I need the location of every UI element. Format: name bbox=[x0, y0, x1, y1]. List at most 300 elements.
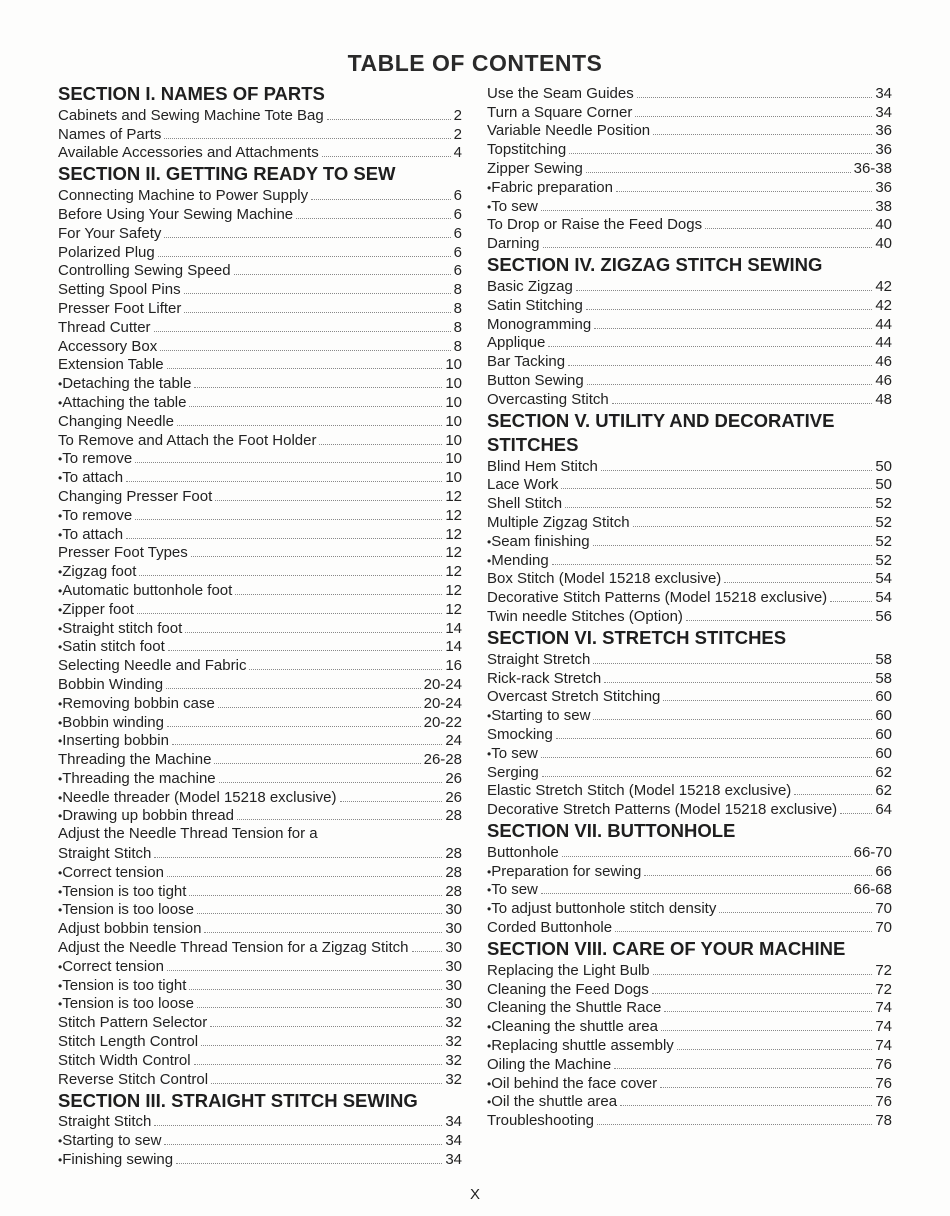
toc-subentry bbox=[58, 562, 462, 581]
toc-entry-label: • To attach bbox=[58, 469, 123, 487]
toc-page-number: 6 bbox=[453, 224, 462, 242]
dot-leader bbox=[677, 1049, 873, 1050]
dot-leader bbox=[215, 500, 442, 501]
toc-entry-label: Thread Cutter bbox=[58, 318, 151, 336]
toc-subentry bbox=[58, 393, 462, 412]
dot-leader bbox=[185, 632, 442, 633]
toc-page-number: 34 bbox=[875, 103, 892, 121]
toc-entry-label: • Removing bobbin case bbox=[58, 695, 215, 713]
toc-page-number: 12 bbox=[445, 600, 462, 618]
toc-entry-label: • Correct tension bbox=[58, 864, 164, 882]
toc-page-number: 34 bbox=[445, 1132, 462, 1150]
toc-page-number: 2 bbox=[453, 106, 462, 124]
dot-leader bbox=[194, 1064, 443, 1065]
toc-entry bbox=[487, 476, 892, 495]
toc-page-number: 6 bbox=[453, 187, 462, 205]
toc-entry bbox=[487, 1055, 892, 1074]
toc-page-number: 66-70 bbox=[853, 843, 892, 861]
toc-entry-label: • Threading the machine bbox=[58, 770, 216, 788]
dot-leader bbox=[327, 119, 451, 120]
section-heading: SECTION V. UTILITY AND DECORATIVE bbox=[487, 409, 835, 431]
dot-leader bbox=[663, 700, 872, 701]
toc-subentry bbox=[487, 862, 892, 881]
toc-entry-label: • Satin stitch foot bbox=[58, 638, 165, 656]
dot-leader bbox=[137, 613, 442, 614]
dot-leader bbox=[587, 384, 873, 385]
toc-subentry bbox=[58, 1131, 462, 1150]
toc-entry-label: Box Stitch (Model 15218 exclusive) bbox=[487, 570, 722, 588]
toc-page-number: 54 bbox=[875, 570, 892, 588]
toc-page-number: 52 bbox=[875, 551, 892, 569]
toc-entry bbox=[58, 656, 462, 675]
toc-entry-label: Controlling Sewing Speed bbox=[58, 262, 231, 280]
toc-entry-label: Shell Stitch bbox=[487, 495, 563, 513]
toc-subentry bbox=[487, 1017, 892, 1036]
toc-entry-label: • Inserting bobbin bbox=[58, 732, 169, 750]
toc-subentry bbox=[58, 995, 462, 1014]
toc-subentry bbox=[58, 901, 462, 920]
toc-page-number: 60 bbox=[875, 725, 892, 743]
toc-page-number: 6 bbox=[453, 262, 462, 280]
dot-leader bbox=[601, 470, 872, 471]
dot-leader bbox=[166, 688, 421, 689]
toc-entry bbox=[487, 763, 892, 782]
toc-entry-label: Button Sewing bbox=[487, 371, 584, 389]
toc-entry bbox=[487, 371, 892, 390]
toc-entry bbox=[487, 588, 892, 607]
page-title: TABLE OF CONTENTS bbox=[347, 50, 603, 76]
toc-entry-label: Overcasting Stitch bbox=[487, 390, 609, 408]
toc-page-number: 40 bbox=[875, 216, 892, 234]
toc-page-number: 70 bbox=[875, 900, 892, 918]
toc-page-number: 12 bbox=[445, 506, 462, 524]
toc-page-number: 10 bbox=[445, 393, 462, 411]
dot-leader bbox=[126, 538, 442, 539]
toc-page-number: 50 bbox=[875, 457, 892, 475]
toc-entry-label: Multiple Zigzag Stitch bbox=[487, 513, 630, 531]
dot-leader bbox=[616, 191, 872, 192]
dot-leader bbox=[164, 237, 450, 238]
toc-left-column bbox=[58, 82, 462, 1169]
toc-page-number: 10 bbox=[445, 431, 462, 449]
toc-entry-label: Serging bbox=[487, 763, 539, 781]
toc-subentry bbox=[58, 882, 462, 901]
toc-entry-label: Variable Needle Position bbox=[487, 122, 651, 140]
dot-leader bbox=[660, 1087, 872, 1088]
toc-entry bbox=[58, 675, 462, 694]
toc-subentry bbox=[58, 1150, 462, 1169]
dot-leader bbox=[201, 1045, 442, 1046]
toc-subentry bbox=[58, 468, 462, 487]
toc-entry bbox=[58, 1032, 462, 1051]
toc-page-number: 58 bbox=[875, 650, 892, 668]
toc-subentry bbox=[487, 706, 892, 725]
toc-entry bbox=[58, 1113, 462, 1132]
toc-page-number: 8 bbox=[453, 281, 462, 299]
toc-page-number: 30 bbox=[445, 920, 462, 938]
dot-leader bbox=[652, 993, 873, 994]
toc-entry-label: • Fabric preparation bbox=[487, 179, 613, 197]
toc-entry-label: Blind Hem Stitch bbox=[487, 457, 598, 475]
dot-leader bbox=[237, 819, 442, 820]
toc-page-number: 32 bbox=[445, 1033, 462, 1051]
dot-leader bbox=[189, 895, 442, 896]
toc-subentry bbox=[487, 744, 892, 763]
dot-leader bbox=[556, 738, 872, 739]
toc-subentry bbox=[58, 957, 462, 976]
toc-page-number: 62 bbox=[875, 763, 892, 781]
dot-leader bbox=[586, 309, 872, 310]
toc-page-number: 14 bbox=[445, 619, 462, 637]
toc-page-number: 12 bbox=[445, 544, 462, 562]
toc-page-number: 36 bbox=[875, 122, 892, 140]
toc-entry bbox=[58, 262, 462, 281]
toc-subentry bbox=[487, 899, 892, 918]
page-number: X bbox=[469, 1186, 480, 1203]
toc-subentry bbox=[58, 506, 462, 525]
toc-subentry bbox=[58, 976, 462, 995]
dot-leader bbox=[612, 403, 873, 404]
toc-entry-label: Connecting Machine to Power Supply bbox=[58, 187, 309, 205]
toc-entry bbox=[487, 315, 892, 334]
toc-entry-label: • Tension is too loose bbox=[58, 995, 194, 1013]
dot-leader bbox=[197, 1007, 442, 1008]
toc-page-number: 12 bbox=[445, 487, 462, 505]
toc-entry-label: • To remove bbox=[58, 450, 132, 468]
dot-leader bbox=[830, 601, 872, 602]
dot-leader bbox=[412, 951, 443, 952]
toc-page-number: 28 bbox=[445, 845, 462, 863]
toc-entry-label: Decorative Stretch Patterns (Model 15218 exclusive) bbox=[487, 801, 838, 819]
toc-page-number: 12 bbox=[445, 581, 462, 599]
toc-entry-label: Satin Stitching bbox=[487, 296, 583, 314]
toc-page-number: 36 bbox=[875, 141, 892, 159]
dot-leader bbox=[661, 1030, 872, 1031]
toc-page-number: 30 bbox=[445, 901, 462, 919]
toc-entry-label: Bar Tacking bbox=[487, 353, 566, 371]
dot-leader bbox=[126, 481, 442, 482]
toc-entry bbox=[58, 224, 462, 243]
section-heading: SECTION IV. ZIGZAG STITCH SEWING bbox=[487, 254, 823, 276]
dot-leader bbox=[139, 575, 442, 576]
toc-entry-label: • To adjust buttonhole stitch density bbox=[487, 900, 716, 918]
dot-leader bbox=[541, 757, 872, 758]
toc-entry-label: • Correct tension bbox=[58, 958, 164, 976]
toc-entry-label: Overcast Stretch Stitching bbox=[487, 688, 661, 706]
dot-leader bbox=[593, 545, 873, 546]
toc-page-number: 6 bbox=[453, 205, 462, 223]
toc-entry bbox=[487, 296, 892, 315]
toc-page-number: 28 bbox=[445, 882, 462, 900]
toc-page-number: 76 bbox=[875, 1074, 892, 1092]
toc-entry bbox=[487, 607, 892, 626]
dot-leader bbox=[614, 1068, 872, 1069]
dot-leader bbox=[576, 290, 872, 291]
toc-page-number: 34 bbox=[445, 1151, 462, 1169]
toc-entry-label: • Bobbin winding bbox=[58, 714, 164, 732]
toc-entry-label: • Zipper foot bbox=[58, 601, 134, 619]
toc-subentry bbox=[58, 600, 462, 619]
toc-entry bbox=[58, 431, 462, 450]
toc-entry-label: Before Using Your Sewing Machine bbox=[58, 205, 294, 223]
dot-leader bbox=[548, 346, 872, 347]
toc-entry bbox=[487, 782, 892, 801]
toc-entry-label: Replacing the Light Bulb bbox=[487, 961, 650, 979]
toc-entry bbox=[487, 650, 892, 669]
dot-leader bbox=[594, 328, 872, 329]
dot-leader bbox=[615, 931, 872, 932]
toc-subentry bbox=[487, 178, 892, 197]
toc-page-number: 74 bbox=[875, 1018, 892, 1036]
dot-leader bbox=[340, 801, 443, 802]
dot-leader bbox=[234, 274, 451, 275]
toc-entry-label: • Oil behind the face cover bbox=[487, 1075, 657, 1093]
toc-entry-label: Straight Stitch bbox=[58, 845, 152, 863]
toc-entry-label: Presser Foot Lifter bbox=[58, 299, 182, 317]
toc-entry bbox=[487, 918, 892, 937]
dot-leader bbox=[597, 1124, 872, 1125]
toc-page-number: 10 bbox=[445, 356, 462, 374]
toc-entry bbox=[58, 280, 462, 299]
dot-leader bbox=[653, 134, 872, 135]
dot-leader bbox=[637, 97, 873, 98]
toc-page-number: 26 bbox=[445, 788, 462, 806]
dot-leader bbox=[541, 210, 872, 211]
toc-page-number: 34 bbox=[445, 1113, 462, 1131]
dot-leader bbox=[719, 912, 872, 913]
toc-page-number: 62 bbox=[875, 782, 892, 800]
dot-leader bbox=[204, 932, 442, 933]
toc-entry-label: Rick-rack Stretch bbox=[487, 669, 602, 687]
toc-entry bbox=[487, 122, 892, 141]
toc-entry bbox=[487, 800, 892, 819]
dot-leader bbox=[705, 228, 872, 229]
toc-entry-label: Changing Needle bbox=[58, 412, 174, 430]
toc-entry bbox=[487, 570, 892, 589]
toc-page-number: 30 bbox=[445, 995, 462, 1013]
dot-leader bbox=[322, 156, 451, 157]
toc-entry-label: Basic Zigzag bbox=[487, 277, 573, 295]
toc-page-number: 60 bbox=[875, 707, 892, 725]
toc-entry bbox=[487, 84, 892, 103]
toc-page-number: 52 bbox=[875, 495, 892, 513]
toc-page-number: 66-68 bbox=[853, 881, 892, 899]
toc-page-number: 42 bbox=[875, 277, 892, 295]
dot-leader bbox=[135, 519, 442, 520]
toc-entry bbox=[58, 412, 462, 431]
dot-leader bbox=[565, 507, 872, 508]
toc-page-number: 20-24 bbox=[423, 675, 462, 693]
toc-page-number: 10 bbox=[445, 412, 462, 430]
dot-leader bbox=[189, 989, 442, 990]
dot-leader bbox=[569, 153, 872, 154]
toc-entry-label: Stitch Pattern Selector bbox=[58, 1014, 208, 1032]
dot-leader bbox=[214, 763, 420, 764]
toc-entry bbox=[58, 106, 462, 125]
dot-leader bbox=[197, 913, 442, 914]
toc-page-number: 8 bbox=[453, 299, 462, 317]
section-heading: SECTION VIII. CARE OF YOUR MACHINE bbox=[487, 938, 846, 960]
toc-entry bbox=[487, 159, 892, 178]
toc-page-number: 44 bbox=[875, 334, 892, 352]
toc-entry bbox=[58, 1070, 462, 1089]
toc-subentry bbox=[58, 619, 462, 638]
dot-leader bbox=[154, 857, 442, 858]
toc-entry bbox=[487, 999, 892, 1018]
dot-leader bbox=[593, 719, 872, 720]
dot-leader bbox=[562, 856, 851, 857]
toc-entry bbox=[487, 457, 892, 476]
dot-leader bbox=[164, 1144, 442, 1145]
toc-entry-label: Adjust bobbin tension bbox=[58, 920, 202, 938]
toc-entry bbox=[58, 938, 462, 957]
toc-entry-label: • To sew bbox=[487, 881, 538, 899]
toc-page-number: 10 bbox=[445, 375, 462, 393]
dot-leader bbox=[210, 1026, 442, 1027]
toc-entry bbox=[58, 1013, 462, 1032]
toc-page-number: 10 bbox=[445, 469, 462, 487]
dot-leader bbox=[167, 726, 421, 727]
toc-entry-label: • Tension is too tight bbox=[58, 977, 186, 995]
toc-entry-label: • Attaching the table bbox=[58, 394, 186, 412]
toc-entry-label: Available Accessories and Attachments bbox=[58, 144, 319, 162]
toc-subentry bbox=[58, 788, 462, 807]
toc-page-number: 64 bbox=[875, 801, 892, 819]
toc-entry-label: Corded Buttonhole bbox=[487, 919, 613, 937]
toc-page-number: 74 bbox=[875, 1037, 892, 1055]
dot-leader bbox=[542, 776, 873, 777]
toc-entry bbox=[58, 125, 462, 144]
toc-page-number: 36-38 bbox=[853, 159, 892, 177]
toc-page-number: 10 bbox=[445, 450, 462, 468]
dot-leader bbox=[235, 594, 442, 595]
toc-entry bbox=[487, 390, 892, 409]
dot-leader bbox=[319, 444, 442, 445]
toc-entry-label: Names of Parts bbox=[58, 125, 162, 143]
toc-page-number: 70 bbox=[875, 919, 892, 937]
dot-leader bbox=[218, 707, 421, 708]
dot-leader bbox=[644, 875, 872, 876]
toc-entry bbox=[487, 688, 892, 707]
toc-entry-label: Stitch Width Control bbox=[58, 1051, 191, 1069]
section-heading: SECTION III. STRAIGHT STITCH SEWING bbox=[58, 1089, 418, 1111]
toc-entry-label: • Straight stitch foot bbox=[58, 620, 182, 638]
toc-page-number: 36 bbox=[875, 178, 892, 196]
dot-leader bbox=[633, 526, 873, 527]
toc-page-number: 40 bbox=[875, 235, 892, 253]
toc-page-number: 60 bbox=[875, 688, 892, 706]
dot-leader bbox=[167, 876, 442, 877]
toc-entry-label: Cleaning the Shuttle Race bbox=[487, 999, 662, 1017]
toc-page-number: 30 bbox=[445, 957, 462, 975]
toc-entry bbox=[487, 103, 892, 122]
dot-leader bbox=[604, 682, 872, 683]
dot-leader bbox=[840, 813, 872, 814]
dot-leader bbox=[177, 425, 442, 426]
toc-page-number: 52 bbox=[875, 513, 892, 531]
dot-leader bbox=[211, 1083, 442, 1084]
toc-entry bbox=[487, 277, 892, 296]
dot-leader bbox=[219, 782, 443, 783]
toc-entry bbox=[487, 843, 892, 862]
toc-subentry bbox=[58, 450, 462, 469]
toc-entry-label: Accessory Box bbox=[58, 337, 158, 355]
toc-entry-label: Lace Work bbox=[487, 476, 559, 494]
toc-entry-label: Decorative Stitch Patterns (Model 15218 exclusive) bbox=[487, 589, 828, 607]
toc-page-number: 46 bbox=[875, 353, 892, 371]
dot-leader bbox=[664, 1011, 872, 1012]
toc-entry-label: Straight Stitch bbox=[58, 1113, 152, 1131]
dot-leader bbox=[160, 350, 450, 351]
toc-entry bbox=[58, 337, 462, 356]
toc-entry-label: Turn a Square Corner bbox=[487, 103, 633, 121]
toc-page-number: 28 bbox=[445, 807, 462, 825]
toc-page-number: 44 bbox=[875, 315, 892, 333]
toc-page-number: 46 bbox=[875, 371, 892, 389]
toc-right-column bbox=[487, 84, 892, 1130]
toc-subentry bbox=[58, 713, 462, 732]
toc-entry-label: Smocking bbox=[487, 725, 553, 743]
toc-entry-label: Selecting Needle and Fabric bbox=[58, 657, 247, 675]
toc-entry bbox=[58, 318, 462, 337]
toc-entry-label: • Automatic buttonhole foot bbox=[58, 582, 232, 600]
toc-entry-label: Elastic Stretch Stitch (Model 15218 exclusive) bbox=[487, 782, 792, 800]
toc-entry-label: Applique bbox=[487, 334, 546, 352]
toc-entry-label: Reverse Stitch Control bbox=[58, 1070, 209, 1088]
toc-entry-label: • Finishing sewing bbox=[58, 1151, 173, 1169]
dot-leader bbox=[561, 488, 872, 489]
dot-leader bbox=[543, 247, 873, 248]
toc-page-number: 52 bbox=[875, 532, 892, 550]
dot-leader bbox=[653, 974, 873, 975]
toc-page-number: 66 bbox=[875, 862, 892, 880]
dot-leader bbox=[167, 368, 443, 369]
toc-subentry bbox=[58, 374, 462, 393]
toc-entry-label: Stitch Length Control bbox=[58, 1033, 199, 1051]
toc-page-number: 28 bbox=[445, 863, 462, 881]
dot-leader bbox=[593, 663, 872, 664]
toc-page-number: 54 bbox=[875, 589, 892, 607]
toc-entry-label: • Seam finishing bbox=[487, 533, 590, 551]
toc-page-number: 32 bbox=[445, 1014, 462, 1032]
toc-entry bbox=[487, 140, 892, 159]
toc-entry-label: • To attach bbox=[58, 526, 123, 544]
toc-subentry bbox=[58, 638, 462, 657]
toc-entry-label: • Replacing shuttle assembly bbox=[487, 1037, 674, 1055]
toc-entry bbox=[487, 216, 892, 235]
toc-page-number: 38 bbox=[875, 197, 892, 215]
toc-entry-label: Threading the Machine bbox=[58, 751, 212, 769]
dot-leader bbox=[552, 564, 873, 565]
toc-page-number: 60 bbox=[875, 744, 892, 762]
toc-page-number: 14 bbox=[445, 638, 462, 656]
dot-leader bbox=[172, 744, 442, 745]
toc-entry bbox=[487, 725, 892, 744]
section-heading: SECTION VII. BUTTONHOLE bbox=[487, 820, 736, 842]
toc-entry-label: • Zigzag foot bbox=[58, 563, 136, 581]
toc-page-number: 76 bbox=[875, 1093, 892, 1111]
toc-entry-label: Troubleshooting bbox=[487, 1112, 595, 1130]
toc-entry-label: Extension Table bbox=[58, 356, 164, 374]
dot-leader bbox=[184, 293, 451, 294]
toc-entry-label: Use the Seam Guides bbox=[487, 84, 634, 102]
toc-entry-label: • Tension is too loose bbox=[58, 901, 194, 919]
toc-entry-label: Adjust the Needle Thread Tension for a bbox=[58, 825, 318, 843]
toc-entry-label: • Cleaning the shuttle area bbox=[487, 1018, 658, 1036]
toc-entry bbox=[58, 1051, 462, 1070]
toc-entry-label: • Tension is too tight bbox=[58, 883, 186, 901]
toc-entry-label: To Drop or Raise the Feed Dogs bbox=[487, 216, 703, 234]
